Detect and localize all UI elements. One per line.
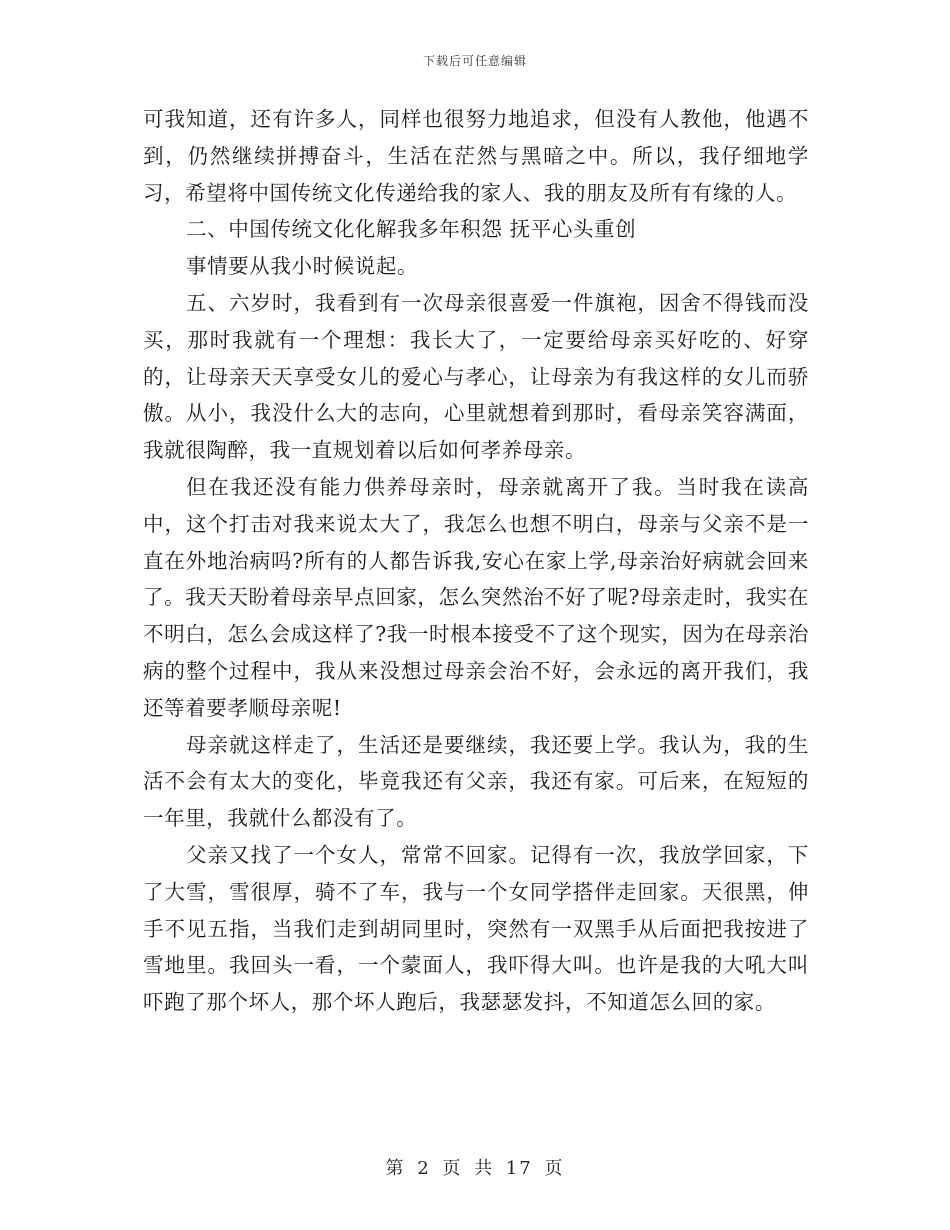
- section-heading: 二、中国传统文化化解我多年积怨 抚平心头重创: [186, 217, 637, 242]
- paragraph-1: 可我知道，还有许多人，同样也很努力地追求，但没有人教他，他遇不到，仍然继续拼搏奋斗，生活在茫然与黑暗之中。所以，我仔细地学习，希望将中国传统文化传递给我的家人、我的朋友及所有有缘的人。: [143, 107, 809, 205]
- page-header: 下载后可任意编辑: [422, 54, 527, 68]
- paragraph-3: 五、六岁时，我看到有一次母亲很喜爱一件旗袍，因舍不得钱而没买，那时我就有一个理想：我长大了，一定要给母亲买好吃的、好穿的，让母亲天天享受女儿的爱心与孝心，让母亲为有我这样的女儿而骄傲。从小，我没什么大的志向，心里就想着到那时，看母亲笑容满面，我就很陶醉，我一直规划着以后如何孝养母亲。: [143, 290, 809, 463]
- paragraph-6: 父亲又找了一个女人，常常不回家。记得有一次，我放学回家，下了大雪，雪很厚，骑不了车，我与一个女同学搭伴走回家。天很黑，伸手不见五指，当我们走到胡同里时，突然有一双黑手从后面把我按进了雪地里。我回头一看，一个蒙面人，我吓得大叫。也许是我的大吼大叫吓跑了那个坏人，那个坏人跑后，我瑟瑟发抖，不知道怎么回的家。: [143, 842, 809, 1015]
- paragraph-4: 但在我还没有能力供养母亲时，母亲就离开了我。当时我在读高中，这个打击对我来说太大了，我怎么也想不明白，母亲与父亲不是一直在外地治病吗?所有的人都告诉我,安心在家上学,母亲治好病就会回来了。我天天盼着母亲早点回家，怎么突然治不好了呢?母亲走时，我实在不明白，怎么会成这样了?我一时根本接受不了这个现实，因为在母亲治病的整个过程中，我从来没想过母亲会治不好，会永远的离开我们，我还等着要孝顺母亲呢!: [143, 474, 809, 720]
- paragraph-2: 事情要从我小时候说起。: [186, 254, 419, 279]
- document-body: [143, 101, 809, 1021]
- paragraph-5: 母亲就这样走了，生活还是要继续，我还要上学。我认为，我的生活不会有太大的变化，毕竟我还有父亲，我还有家。可后来，在短短的一年里，我就什么都没有了。: [143, 732, 809, 831]
- page-number-footer: 第 2 页 共 17 页: [385, 1158, 565, 1179]
